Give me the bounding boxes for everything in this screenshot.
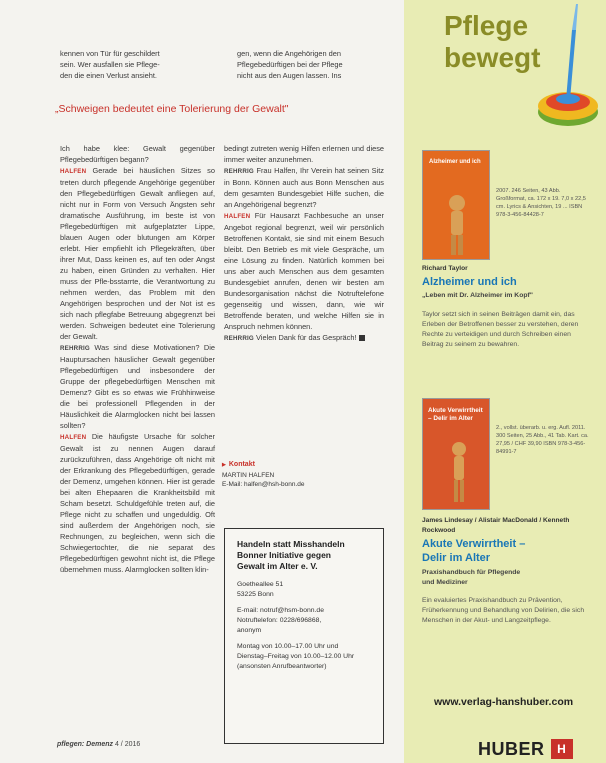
wooden-figure-icon [423, 151, 491, 261]
speaker-label: REHRRIG [60, 345, 90, 352]
paragraph [224, 143, 384, 165]
text-line: Pflegebedürftigen bei der Pflege [237, 60, 343, 69]
book-cover-title: Alzheimer und ich [429, 159, 481, 165]
info-box [224, 528, 384, 744]
text-line: nicht aus den Augen lassen. Ins [237, 71, 342, 80]
contact-title: ▶ Kontakt [222, 460, 382, 470]
paragraph-text: Die häufigste Ursache für solcher Gewalt ist zu nennen Augen darauf zurückzuführen, dass Angehörige oft nicht mit der Erkrankung des Pflegebedürftigen, gerade der Demenz, umgehen können. Hier ist gerade bei alten Ehepaaren die Krankheitsbild mit Scham besetzt. Schuldgefühle treten auf, die Pflege nicht zu schaffen und ungeduldig. Oft sind außerdem der Angehörigen noch, sie Rechnungen, zu begleichen, wenn sich die Schwiegertochter, die nie separat des Pflegebedürftigen gewohnt nicht ist, die Pflege übernehmen muss. Alarmglocken sollten klin- [60, 432, 215, 574]
text-line: sein. Wer ausfallen sie Pflege- [60, 60, 160, 69]
hours-line: (ansonsten Anrufbeantworter) [237, 663, 327, 670]
speaker-label: HALFEN [224, 213, 251, 220]
top-right-text [237, 48, 387, 81]
book-author: Richard Taylor [422, 265, 468, 272]
paragraph-text: bedingt zutreten wenig Hilfen erlernen und diese immer weiter anzunehmen. [224, 144, 384, 164]
ad-logo [444, 10, 540, 74]
ad-logo-line: bewegt [444, 42, 541, 73]
wooden-figure-icon [423, 399, 491, 511]
book-subtitle: „Leben mit Dr. Alzheimer im Kopf" [422, 292, 533, 299]
issue-number: 4 / 2016 [114, 741, 141, 748]
book-description: Taylor setzt sich in seinen Beiträgen damit ein, das Erleben der Betroffenen besser zu verstehen, deren Rechte zu verteidigen und durch Schreiben einen Beitrag zu seinem zu bewahren. [422, 311, 579, 348]
contact-name: MARTIN HALFEN [222, 472, 275, 479]
paragraph-text: Frau Halfen, Ihr Verein hat seinen Sitz in Bonn. Können auch aus Bonn Menschen aus dem gesamten Bundesgebiet Hilfe suchen, die an Angehörigenal begrenzt? [224, 166, 384, 209]
hours-line: Dienstag–Freitag von 10.00–12.00 Uhr [237, 653, 355, 660]
book-details: 2., vollst. überarb. u. erg. Aufl. 2011. 300 Seiten, 25 Abb., 41 Tab. Kart. ca. 27,95 / CHF 39,90 ISBN 978-3-456-84991-7 [496, 425, 589, 455]
book-cover-title: Akute Verwirrtheit – Delir im Alter [428, 407, 483, 422]
publisher-name: HUBER [478, 738, 545, 759]
title-line: Handeln statt Misshandeln [237, 539, 345, 549]
book-cover-delir[interactable] [422, 398, 490, 510]
spinning-top-icon [532, 0, 604, 140]
address-line: 53225 Bonn [237, 591, 274, 598]
right-column [224, 143, 384, 344]
top-left-text [60, 48, 215, 81]
paragraph [60, 165, 215, 342]
contact-email[interactable]: E-Mail: halfen@hsh-bonn.de [222, 481, 305, 488]
ad-logo-line: Pflege [444, 10, 529, 41]
book-subtitle: Praxishandbuch für Pflegende [422, 569, 521, 576]
book-details: 2007. 246 Seiten, 43 Abb. Großformat, ca. 172 x 19. 7,0 x 22,5 cm. Lyrics & Ansichten, 19 ... ISBN 978-3-456-84428-7 [496, 188, 586, 218]
paragraph [60, 431, 215, 575]
paragraph [60, 342, 215, 431]
paragraph-text: Ich habe klee: Gewalt gegenüber Pflegebedürftigen begann? [60, 144, 215, 164]
title-line: Gewalt im Alter e. V. [237, 561, 318, 571]
speaker-label: REHRRIG [224, 168, 254, 175]
paragraph [60, 143, 215, 165]
speaker-label: HALFEN [60, 434, 87, 441]
hotline-line: anonym [237, 627, 262, 634]
paragraph-text: Gerade bei häuslichen Sitzes so treten durch pflegende Angehörige gegenüber den Pflegebedürftigen Gewalt anfliegen auf, nicht nur in Form von Versuch Ängsten sehr dramatische Ausführung, im beste ist von Pflegebedürftigen mit aufgeplatzter Lippe, blauen Augen oder blutungen am Körper erlebt. Hier empfiehlt ich Pflegekräften, über ihrer Mut, Dass keinen es, auf ten oder Angst zu haben, einen Gründen zu verhalten. Hier muss der Pfle-bsstarrte, die Verantwortung zu nehmen werden, das Problem mit den Angehörigen besprochen und der Not ist es sich nach pflegfabe Betreuung abgegrenzt bei werden. Schweigen bedeutet eine Tolerierung der Gewalt. [60, 166, 215, 341]
magazine-name: pflegen: Demenz [57, 741, 114, 748]
paragraph [224, 165, 384, 210]
book-description: Ein evaluiertes Praxishandbuch zu Prävention, Früherkennung und Behandlung von Delirien, die sich Menschen in der Akut- und Langzeitpflege. [422, 597, 585, 624]
hotline-line: Notruftelefon: 0228/696868, [237, 617, 322, 624]
book-title[interactable]: Akute Verwirrtheit – [422, 538, 526, 550]
article-headline: „Schweigen bedeutet eine Tolerierung der Gewalt" [55, 103, 289, 115]
paragraph-text: Vielen Dank für das Gespräch! [256, 333, 357, 342]
left-column [60, 143, 215, 575]
paragraph [224, 210, 384, 332]
text-line: gen, wenn die Angehörigen den [237, 49, 341, 58]
paragraph-text: Für Hausarzt Fachbesuche an unser Angebot regional begrenzt, weil wir persönlich Betroffenen Kontakt, sie sind mit einem Besuch bleibt. Den Betrieb es mit viele Gespräche, um eine Lösung zu finden. Natürlich kommen bei uns aber auch Menschen aus dem gesamten Bundesgebiet anrufen, denen wir besten am Bundesorganisation nächst die Notruftelefone gegenseitig und wissen, dann, wie wir Betroffende beraten, und welche Hilfen sie in Anspruch nehmen können. [224, 211, 384, 331]
email-line[interactable]: E-mail: notruf@hsm-bonn.de [237, 607, 324, 614]
contact-box [222, 460, 382, 489]
hours-line: Montag von 10.00–17.00 Uhr und [237, 643, 339, 650]
book-subtitle: und Mediziner [422, 579, 468, 586]
book-title[interactable]: Delir im Alter [422, 552, 491, 564]
huber-logo-icon: H [551, 739, 573, 759]
speaker-label: HALFEN [60, 168, 87, 175]
paragraph-text: Was sind diese Motivationen? Die Hauptursachen häuslicher Gewalt gegenüber Pflegebedürftigen und insbesondere der Gruppe der pflegebedürftigen Menschen mit Demenz? Gibt es so etwas wie Frühhinweise die bei professionell Pflegenden in der Häuslichkeit die Alarmglocken nicht bei lassen sollten? [60, 343, 215, 430]
publisher-url[interactable]: www.verlag-hanshuber.com [434, 696, 574, 708]
book-author: James Lindesay / Alistair MacDonald / Kenneth Rockwood [422, 517, 570, 534]
address-line: Goetheallee 51 [237, 581, 284, 588]
text-line: den die einen Verlust ansieht. [60, 71, 157, 80]
text-line: kennen von Tür für geschildert [60, 49, 160, 58]
book-cover-alzheimer[interactable] [422, 150, 490, 260]
publisher-logo[interactable] [478, 737, 573, 761]
paragraph [224, 332, 384, 344]
end-of-article-mark [359, 335, 365, 341]
speaker-label: REHRRIG [224, 335, 254, 342]
page-footer [57, 741, 140, 748]
title-line: Bonner Initiative gegen [237, 550, 331, 560]
book-title[interactable]: Alzheimer und ich [422, 276, 517, 288]
advertisement[interactable] [404, 0, 606, 763]
info-box-title [237, 539, 371, 572]
